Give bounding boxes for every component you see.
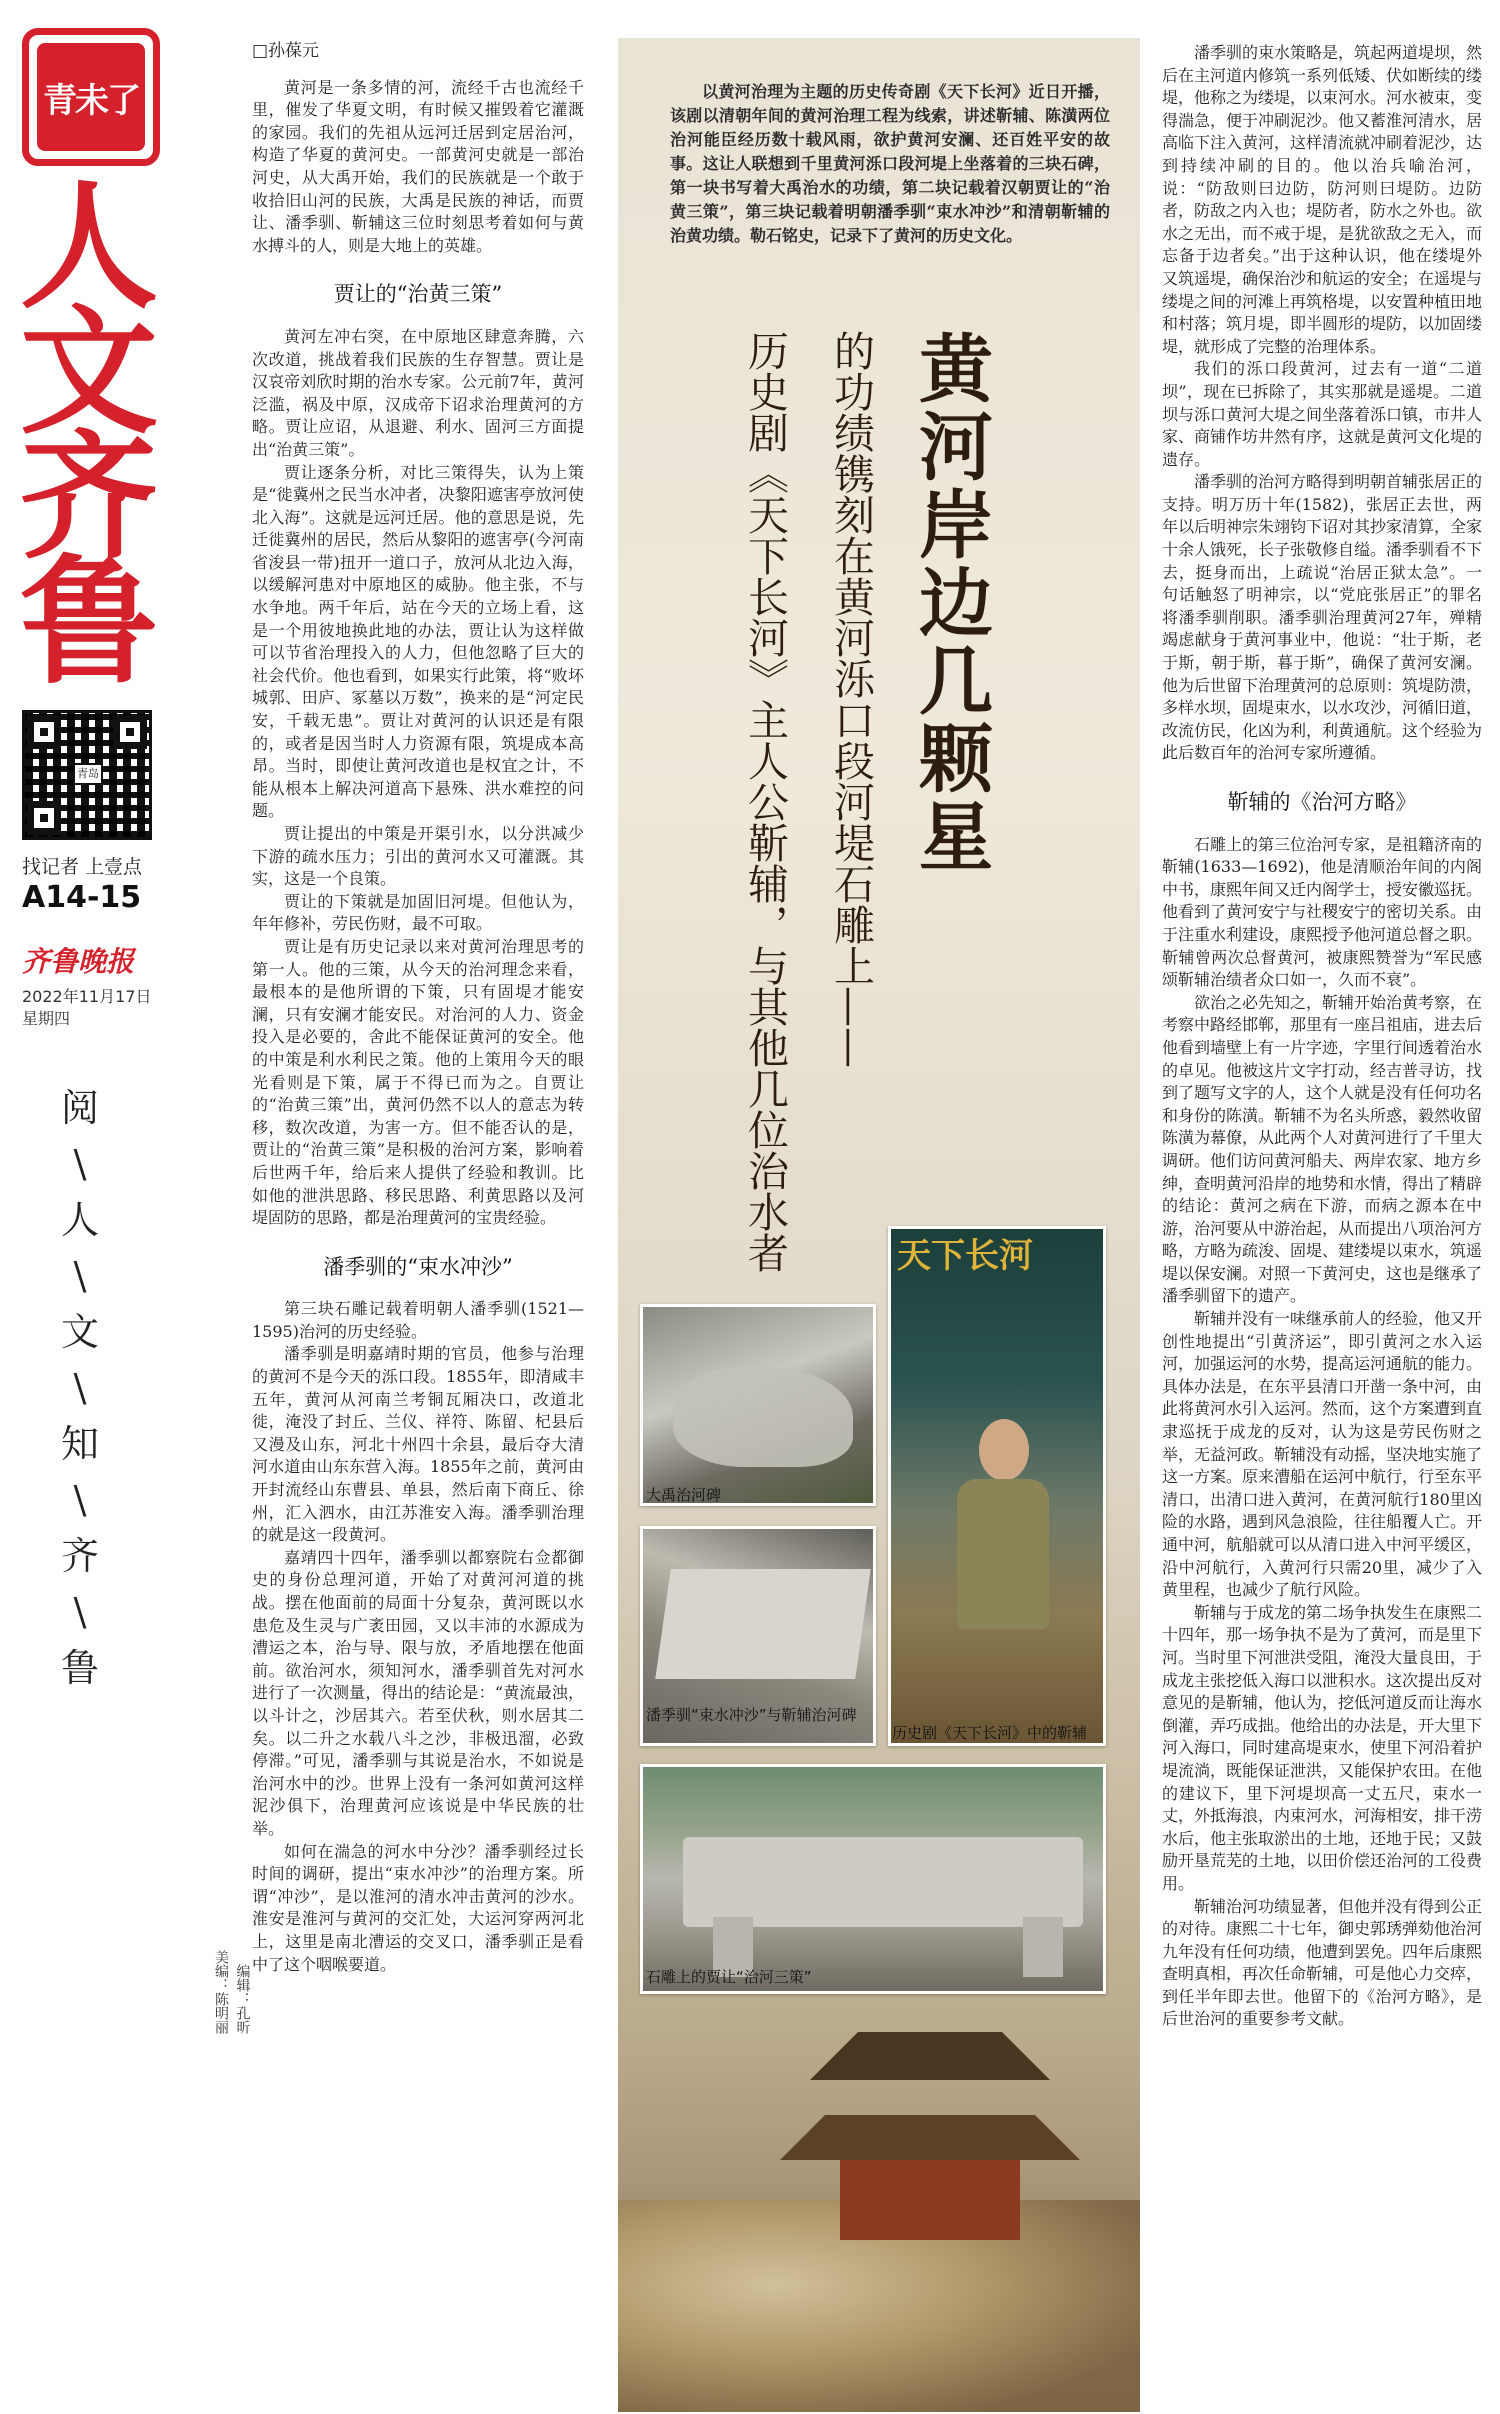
section-heading-panjixun: 潘季驯的“束水冲沙” — [323, 1254, 513, 1279]
pavilion-roof-lower — [780, 2100, 1080, 2160]
slogan-char: 鲁 — [60, 1646, 99, 1690]
stone-bench-shape — [683, 1837, 1083, 1927]
paragraph: 靳辅并没有一味继承前人的经验，他又开创性地提出“引黄济运”，即引黄河之水入运河，加强运河的水势，提高运河通航的能力。具体办法是，在东平县清口开凿一条中河，由此将黄河水引入运河。然而，这个方案遭到直隶巡抚于成龙的反对，认为这是劳民伤财之举，无益河政。靳辅没有动摇，坚决地实施了这一方案。原来漕船在运河中航行，行至东平清口，出清口进入黄河，在黄河航行180里凶险的水路，遇到风急浪险，往往船覆人亡。开通中河，航船就可以从清口进入中河平缓区，沿中河航行，入黄河行只需20里，减少了入黄里程，也减少了航行风险。 — [1162, 1309, 1483, 1600]
actor-head — [979, 1419, 1029, 1481]
author-byline: □孙葆元 — [252, 41, 320, 61]
slogan-sep: \ — [73, 1142, 87, 1186]
paragraph: 石雕上的第三位治河专家，是祖籍济南的靳辅(1633—1692)，他是清顺治年间的内阁中书，康熙年间又迁内阁学士，授安徽巡抚。他看到了黄河安宁与社稷安宁的密切关系。由于注重水利建设，康熙授予他河道总督之职。靳辅曾两次总督黄河，被康熙赞誉为“军民感颂靳辅治绩者众口如一，久而不衰”。 — [1162, 834, 1483, 990]
paragraph: 第三块石雕记载着明朝人潘季驯(1521—1595)治河的历史经验。 — [252, 1299, 584, 1341]
paragraph: 贾让提出的中策是开渠引水，以分洪减少下游的疏水压力；引出的黄河水又可灌溉。其实，这是一个良策。 — [252, 824, 584, 889]
page-number: A14-15 — [22, 880, 142, 915]
section-title: 人文齐鲁 — [19, 167, 158, 703]
slogan-sep: \ — [73, 1478, 87, 1522]
pavilion-illustration — [780, 2010, 1080, 2270]
brand-column — [0, 0, 170, 2414]
paragraph: 潘季驯是明嘉靖时期的官员，他参与治理的黄河不是今天的泺口段。1855年，即清咸丰五年，黄河从河南兰考铜瓦厢决口，改道北徙，淹没了封丘、兰仪、祥符、陈留、杞县后又漫及山东，河北十州四十余县，最后夺大清河水道由山东东营入海。1855年之前，黄河由开封流经山东曹县、单县，然后南下商丘、徐州，汇入泗水，由江苏淮安入海。潘季驯治理的就是这一段黄河。 — [252, 1344, 584, 1545]
drama-logo: 天下长河 — [897, 1236, 1033, 1276]
pavilion-roof — [810, 2020, 1050, 2080]
subheadline-1: 的功绩镌刻在黄河泺口段河堤石雕上—— — [827, 330, 875, 1068]
intro-paragraph: 黄河是一条多情的河，流经千古也流经千里，催发了华夏文明，有时候又摧毁着它灌溉的家园。我们的先祖从远河迁居到定居治河，构造了华夏的黄河史。一部黄河史就是一部治河史，从大禹开始，我们的民族就是一个敢于收拾旧山河的民族，大禹是民族的神话，而贾让、潘季驯、靳辅这三位时刻思考着如何与黄水搏斗的人，则是大地上的英雄。 — [252, 77, 584, 255]
photo-caption: 石雕上的贾让“治河三策” — [646, 1968, 812, 1986]
newspaper-logo — [22, 28, 160, 166]
slogan — [40, 1080, 120, 1696]
qr-corner-icon — [113, 715, 147, 749]
slogan-sep: \ — [73, 1366, 87, 1410]
paragraph: 黄河左冲右突，在中原地区肆意奔腾，六次改道，挑战着我们民族的生存智慧。贾让是汉哀帝刘欣时期的治水专家。公元前7年，黄河泛滥，祸及中原，汉成帝下诏求治理黄河的方略。贾让应诏，从退避、利水、固河三方面提出“治黄三策”。 — [252, 326, 584, 459]
slogan-sep: \ — [73, 1254, 87, 1298]
slogan-char: 知 — [60, 1422, 99, 1466]
paragraph: 潘季驯的治河方略得到明朝首辅张居正的支持。明万历十年(1582)，张居正去世，两年以后明神宗朱翊钧下诏对其抄家清算，全家十余人饿死，长子张敬修自缢。潘季驯看不下去，挺身而出，上疏说“治居正狱太急”。一句话触怒了明神宗，以“党庇张居正”的罪名将潘季驯削职。潘季驯治理黄河27年，殚精竭虑献身于黄河事业中，他说：“壮于斯，老于斯，朝于斯，暮于斯”，确保了黄河安澜。他为后世留下治理黄河的总原则：筑堤防溃，多样水坝，固堤束水，以水攻沙，河循旧道，改流仿民，化凶为利，利黄通航。这个经验为此后数百年的治河专家所遵循。 — [1162, 472, 1483, 763]
actor-figure — [951, 1419, 1051, 1679]
qr-corner-icon — [27, 715, 61, 749]
photo-caption: 大禹治河碑 — [646, 1486, 722, 1504]
paragraph: 欲治之必先知之，靳辅开始治黄考察，在考察中路经邯郸，那里有一座吕祖庙，进去后他看到墙壁上有一片字迹，字里行间透着治水的卓见。他被这片文字打动，经吉普寻访，找到了题写文字的人，这个人就是没有任何功名和身份的陈潢。靳辅不为名头所惑，毅然收留陈潢为幕僚，从此两个人对黄河进行了千里大调研。他们访问黄河船夫、两岸农家、地方乡绅，查明黄河沿岸的地势和水情，得出了精辟的结论：黄河之病在下游，而病之源本在中游，治河要从中游治起，从而提出八项治河方略，方略为疏浚、固堤、建缕堤以束水，筑遥堤以保安澜。对照一下黄河史，这也是继承了潘季驯留下的遗产。 — [1162, 992, 1483, 1306]
slogan-char: 文 — [60, 1310, 99, 1354]
slogan-char: 阅 — [60, 1086, 99, 1130]
qr-code-icon — [22, 710, 152, 840]
paragraph: 靳辅治河功绩显著，但他并没有得到公正的对待。康熙二十七年，御史郭琇弹劾他治河九年没有任何功绩，他遭到罢免。四年后康熙查明真相，再次任命靳辅，可是他心力交瘁，到任半年即去世。他留下的《治河方略》，是后世治河的重要参考文献。 — [1162, 1896, 1483, 2029]
article-column-3 — [1162, 42, 1482, 2031]
photo-caption: 历史剧《天下长河》中的靳辅 — [892, 1724, 1088, 1742]
weekday-text: 星期四 — [22, 1009, 71, 1028]
date-text: 2022年11月17日 — [22, 987, 152, 1006]
paragraph: 靳辅与于成龙的第二场争执发生在康熙二十四年，那一场争执不是为了黄河，而是里下河。当时里下河泄洪受阻，淹没大量良田，于成龙主张挖低入海口以泄积水。这次提出反对意见的是靳辅，他认为，挖低河道反而让海水倒灌，弄巧成拙。他给出的办法是，开大里下河入海口，同时建高堤束水，使里下河沿着护堤流淌，既能保证泄洪，又能保护农田。在他的建议下，里下河堤坝高一丈五尺，束水一丈，外抵海浪，内束河水，河海相安，排干涝水后，他主张取淤出的土地，还地于民；又鼓励开垦荒芜的土地，以田价偿还治河的工役费用。 — [1162, 1602, 1483, 1893]
paragraph: 潘季驯的束水策略是，筑起两道堤坝，然后在主河道内修筑一系列低矮、伏如断续的缕堤，他称之为缕堤，以束河水。河水被束，变得湍急，便于冲刷泥沙。他又蓄淮河清水，居高临下注入黄河，这样清流就冲刷着泥沙，达到持续冲刷的目的。他以治兵喻治河，说：“防敌则曰边防，防河则曰堤防。边防者，防敌之内入也；堤防者，防水之外也。欲水之无出，而不戒于堤，是犹欲敌之无入，而忘备于边者矣。”出于这种认识，他在缕堤外又筑遥堤，确保治沙和航运的安全；在遥堤与缕堤之间的河滩上再筑格堤，以安置种植田地和村落；筑月堤，即半圆形的堤防，以加固缕堤，就形成了完整的治理体系。 — [1162, 43, 1483, 356]
qr-corner-icon — [27, 801, 61, 835]
slogan-sep: \ — [73, 1590, 87, 1634]
stone-bench-leg — [1023, 1917, 1063, 1977]
slogan-char: 齐 — [60, 1534, 99, 1578]
article-column-1 — [252, 40, 584, 1976]
paragraph: 我们的泺口段黄河，过去有一道“二道坝”，现在已拆除了，其实那就是遥堤。二道坝与泺口黄河大堤之间坐落着泺口镇，市井人家、商铺作坊井然有序，这就是黄河文化堤的遗存。 — [1162, 359, 1483, 469]
photo-jiarang-stone — [640, 1764, 1106, 1994]
slogan-char: 人 — [60, 1198, 99, 1242]
paragraph: 贾让逐条分析，对比三策得失，认为上策是“徙冀州之民当水冲者，决黎阳遮害亭放河使北入海”。这就是远河迁居。他的意思是说，先迁徙冀州的居民，然后从黎阳的遮害亭(今河南省浚县一带)扭开一道口子，放河从北边入海，以缓解河患对中原地区的威胁。他主张，不与水争地。两千年后，站在今天的立场上看，这是一个用彼地换此地的办法，贾让认为这样做可以节省治理投入的人力，但他忽略了巨大的社会代价。他也看到，如果实行此策，将“败坏城郭、田庐、冢墓以万数”，换来的是“河定民安，千载无患”。贾让对黄河的认识还是有限的，或者是因当时人力资源有限，筑堤成本高昂。当时，即使让黄河改道也是权宜之计，不能从根本上解决河道高下悬殊、洪水难控的问题。 — [252, 462, 584, 821]
section-heading-jinfu: 靳辅的《治河方略》 — [1227, 790, 1417, 814]
pavilion-hall — [840, 2160, 1020, 2240]
headline: 黄河岸边几颗星 — [907, 330, 993, 876]
lead-paragraph: 以黄河治理为主题的历史传奇剧《天下长河》近日开播，该剧以清朝年间的黄河治理工程为线索，讲述靳辅、陈潢两位治河能臣经历数十载风雨，欲护黄河安澜、还百姓平安的故事。这让人联想到千里黄河泺口段河堤上坐落着的三块石碑，第一块书写着大禹治水的功绩，第二块记载着汉朝贾让的“治黄三策”，第三块记载着明朝潘季驯“束水冲沙”和清朝靳辅的治黄功绩。勒石铭史，记录下了黄河的历史文化。 — [670, 82, 1110, 245]
editor-credit — [212, 1950, 252, 2039]
photo-jinfu-actor — [888, 1226, 1106, 1746]
paper-date — [22, 986, 151, 1030]
paragraph: 贾让的下策就是加固旧河堤。但他认为，年年修补，劳民伤财，最不可取。 — [252, 891, 584, 934]
stone-book-shape — [655, 1569, 870, 1679]
photo-dayu-stele — [640, 1304, 876, 1506]
paragraph: 嘉靖四十四年，潘季驯以都察院右佥都御史的身份总理河道，开始了对黄河河道的挑战。摆在他面前的局面十分复杂，黄河既以水患危及生灵与广袤田园，又以丰沛的水源成为漕运之本，治与导、限与放，矛盾地摆在他面前。欲治河水，须知河水，潘季驯首先对河水进行了一次测量，得出的结论是：“黄流最浊，以斗计之，沙居其六。若至伏秋，则水居其二矣。以二升之水载八斗之沙，非极迅溜，必致停滞。”可见，潘季驯与其说是治水，不如说是治河水中的沙。世界上没有一条河如黄河这样泥沙俱下，治理黄河应该说是中华民族的壮举。 — [252, 1547, 584, 1838]
subheadline-2: 历史剧《天下长河》主人公靳辅，与其他几位治水者 — [741, 330, 789, 1273]
photo-caption: 潘季驯“束水冲沙”与靳辅治河碑 — [646, 1706, 857, 1724]
text-editor: 编辑：孔昕 — [234, 1964, 251, 2034]
paper-name: 齐鲁晚报 — [22, 945, 135, 978]
stone-tablet-shape — [673, 1367, 853, 1467]
section-heading-jiarang: 贾让的“治黄三策” — [333, 282, 503, 307]
logo-text: 青未了 — [37, 43, 145, 151]
art-editor: 美编：陈明丽 — [213, 1950, 229, 2034]
paragraph: 贾让是有历史记录以来对黄河治理思考的第一人。他的三策，从今天的治河理念来看，最根本的是他所谓的下策，只有固堤才能安澜，只有安澜才能安民。对治河的人力、资金投入是必要的，舍此不能保证黄河的安全。他的中策是利水利民之策。他的上策用今天的眼光看则是下策，属于不得已而为之。自贾让的“治黄三策”出，黄河仍然不以人的意志为转移，数次改道，为害一方。但不能否认的是，贾让的“治黄三策”是积极的治河方案，影响着后世两千年，给后来人提供了经验和教训。比如他的泄洪思路、移民思路、利黄思路以及河堤固防的思路，都是治理黄河的宝贵经验。 — [252, 936, 584, 1228]
actor-body — [957, 1479, 1049, 1629]
qr-label: 青岛 — [73, 763, 103, 785]
paragraph: 如何在湍急的河水中分沙？潘季驯经过长时间的调研，提出“束水冲沙”的治理方案。所谓“冲沙”，是以淮河的清水冲击黄河的沙水。淮安是淮河与黄河的交汇处，大运河穿两河北上，这里是南北漕运的交叉口，潘季驯正是看中了这个咽喉要道。 — [252, 1841, 584, 1974]
find-reporter-text: 找记者 上壹点 — [22, 856, 143, 878]
